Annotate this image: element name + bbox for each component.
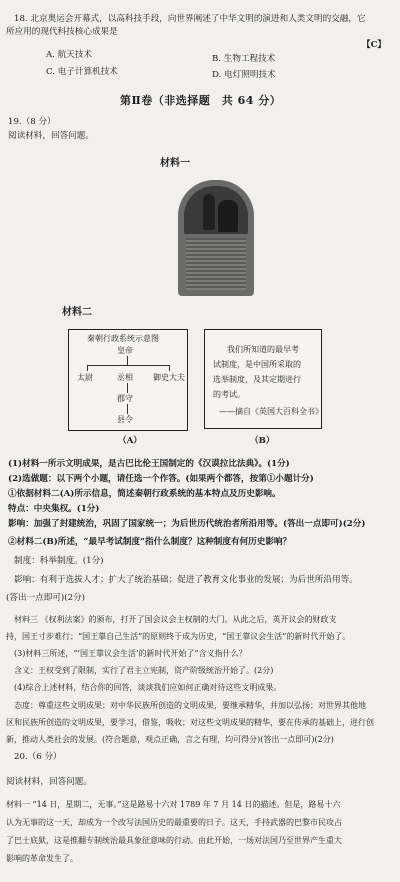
q19-answer-4-line1: 态度：尊重这些文明成果；对中华民族所创造的文明成果，要继承精华，并加以弘扬；对世界其他地 [14,701,366,710]
connector [127,383,128,393]
exam-system-quote-box [204,329,322,429]
q19-answer-4-line3: 新，推动人类社会的发展。(符合题意，观点正确，言之有理，均可得分)(答出一点即可)(2分) [6,735,334,744]
q18-option-d: D. 电灯照明技术 [212,70,276,80]
diagram-title: 秦朝行政系统示意图 [87,334,159,343]
material1-heading: 材料一 [160,158,190,169]
diagram-chancellor: 丞相 [117,373,133,382]
q18-option-c: C. 电子计算机技术 [46,67,118,77]
diagram-taiwei: 太尉 [77,373,93,382]
q18-answer: 【C】 [362,40,387,50]
q19-answer-7: 制度：科举制度。(1分) [14,556,104,566]
q18-option-b: B. 生物工程技术 [212,54,276,64]
label-b: （B） [250,436,275,446]
q19-answer-1: (1)材料一所示文明成果，是古巴比伦王国制定的《汉谟拉比法典》。(1分) [8,459,290,469]
stele-relief [184,186,248,234]
section-title: 第Ⅱ卷（非选择题 共 64 分） [120,94,282,107]
q19-answer-2: (2)选做题：以下两个小题，请任选一个作答。(如果两个都答，按第①小题计分) [8,474,314,484]
quote-line2: 试制度，是中国所采取的 [213,360,301,369]
q19-answer-9: (答出一点即可)(2分) [6,593,86,603]
q19-question-3: (3)材料三所述，“‘国王靠议会生活’的新时代开始了”含义指什么？ [14,649,247,658]
qin-admin-diagram [68,329,188,431]
q19-answer-5: 影响：加强了封建统治，巩固了国家统一；为后世历代统治者所沿用等。(答出一点即可)(2分) [8,519,366,529]
connector [87,365,88,371]
q19-answer-3-meaning: 含义：王权受到了限制，实行了君主立宪制，资产阶级统治开始了。(2分) [14,666,274,675]
quote-line3: 选举制度，及其定期进行 [213,375,301,384]
q19-answer-4-line2: 区和民族所创造的文明成果，要学习，借鉴，吸收；对这些文明成果的精华，要在传承的基础上，进行创 [6,718,374,727]
diagram-censor: 御史大夫 [153,373,185,382]
material2-heading: 材料二 [62,307,92,318]
q20-material1-line3: 了巴士底狱，这是推翻专制统治最具象征意味的行动。由此开始，一场对法国乃至世界产生重大 [6,836,342,845]
q18-stem-line1: 18. 北京奥运会开幕式，以高科技手段，向世界阐述了中华文明的演进和人类文明的交融，它 [14,14,366,24]
q19-answer-8: 影响：有利于选拔人才；扩大了统治基础；促进了教育文化事业的发展；为后世所沿用等。 [14,575,358,585]
hammurabi-stele-image [178,180,254,296]
standing-figure [203,194,215,230]
q20-number: 20.（6 分） [14,752,62,762]
q20-material1-line1: 材料一 “14 日，星期二，无事。”这是路易十六对 1789 年 7 月 14 日的描述。但是，路易十六 [6,800,341,809]
q19-answer-3: ①依据材料二(A)所示信息，简述秦朝行政系统的基本特点及历史影响。 [8,489,281,499]
seated-figure [218,200,238,232]
q19-answer-6: ②材料二(B)所述，“最早考试制度”指什么制度？这种制度有何历史影响？ [8,537,292,547]
q19-intro: 阅读材料，回答问题。 [8,131,94,141]
q19-number: 19.（8 分） [8,117,56,127]
quote-line1: 我们所知道的最早考 [227,345,299,354]
connector [87,365,169,366]
q18-option-a: A. 航天技术 [46,50,93,60]
q20-intro: 阅读材料，回答问题。 [6,777,92,787]
connector [169,365,170,371]
label-a: （A） [118,436,142,446]
q20-material1-line4: 影响的革命发生了。 [6,854,78,863]
quote-line4: 的考试。 [213,390,245,399]
q19-question-4: (4)综合上述材料，结合你的回答，谈谈我们应如何正确对待这些文明成果。 [14,683,282,692]
quote-source: ——摘自《英国大百科全书》 [219,407,323,416]
diagram-prefect: 郡守 [117,394,133,403]
stele-inscription [186,238,246,290]
connector [127,404,128,414]
q18-stem-line2: 所应用的现代科技核心成果是 [6,27,118,37]
material3-line2: 持，国王寸步难行；“国王靠自己生活”的原则终于成为历史，“国王靠议会生活”的新时代开始了。 [6,632,351,641]
material3-line1: 材料三 《权利法案》的颁布，打开了国会议会主权制的大门。从此之后，英开议会的财政支 [14,615,337,624]
diagram-emperor: 皇帝 [117,346,133,355]
diagram-magistrate: 县令 [117,415,133,424]
q20-material1-line2: 认为无事的这一天，却成为一个改写法国历史的最重要的日子。这天，手持武器的巴黎市民攻占 [6,818,342,827]
q19-answer-4: 特点：中央集权。(1分) [8,504,100,514]
